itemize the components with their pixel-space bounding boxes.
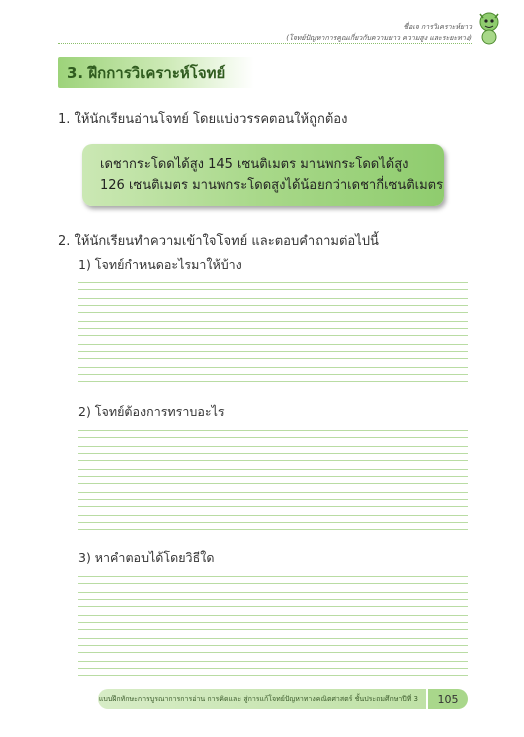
header-divider <box>58 43 472 44</box>
sub-question-3: 3) หาคำตอบได้โดยวิธีใด <box>78 550 215 565</box>
answer-lines-1[interactable] <box>78 276 468 382</box>
footer-bar <box>98 689 426 709</box>
problem-box <box>82 144 444 206</box>
mascot-icon <box>474 10 504 46</box>
problem-line-1: เดชากระโดดได้สูง 145 เซนติเมตร มานพกระโดดได้สูง <box>100 157 409 172</box>
running-header-line1: ชื่อเจ การวิเคราะห์ยาว <box>403 23 472 31</box>
running-header-line2: (โจทย์ปัญหาการคูณเกี่ยวกับความยาว ความสูง และระยะทาง) <box>286 34 472 42</box>
section-title: 3. ฝึกการวิเคราะห์โจทย์ <box>58 57 254 88</box>
question-1: 1. ให้นักเรียนอ่านโจทย์ โดยแบ่งวรรคตอนให้ถูกต้อง <box>58 112 348 127</box>
answer-lines-2[interactable] <box>78 424 468 530</box>
running-header <box>286 22 472 44</box>
sub-question-2: 2) โจทย์ต้องการทราบอะไร <box>78 404 225 419</box>
problem-line-2: 126 เซนติเมตร มานพกระโดดสูงได้น้อยกว่าเดชากี่เซนติเมตร <box>100 178 444 193</box>
question-2: 2. ให้นักเรียนทำความเข้าใจโจทย์ และตอบคำถามต่อไปนี้ <box>58 234 379 249</box>
footer-text: แบบฝึกทักษะการบูรณาการการอ่าน การคิดและ สู่การแก้โจทย์ปัญหาทางคณิตศาสตร์ ชั้นประถมศึกษาปีที่ 3 <box>98 694 418 703</box>
page-number: 105 <box>428 689 468 709</box>
sub-question-1: 1) โจทย์กำหนดอะไรมาให้บ้าง <box>78 257 242 272</box>
answer-lines-3[interactable] <box>78 570 468 676</box>
